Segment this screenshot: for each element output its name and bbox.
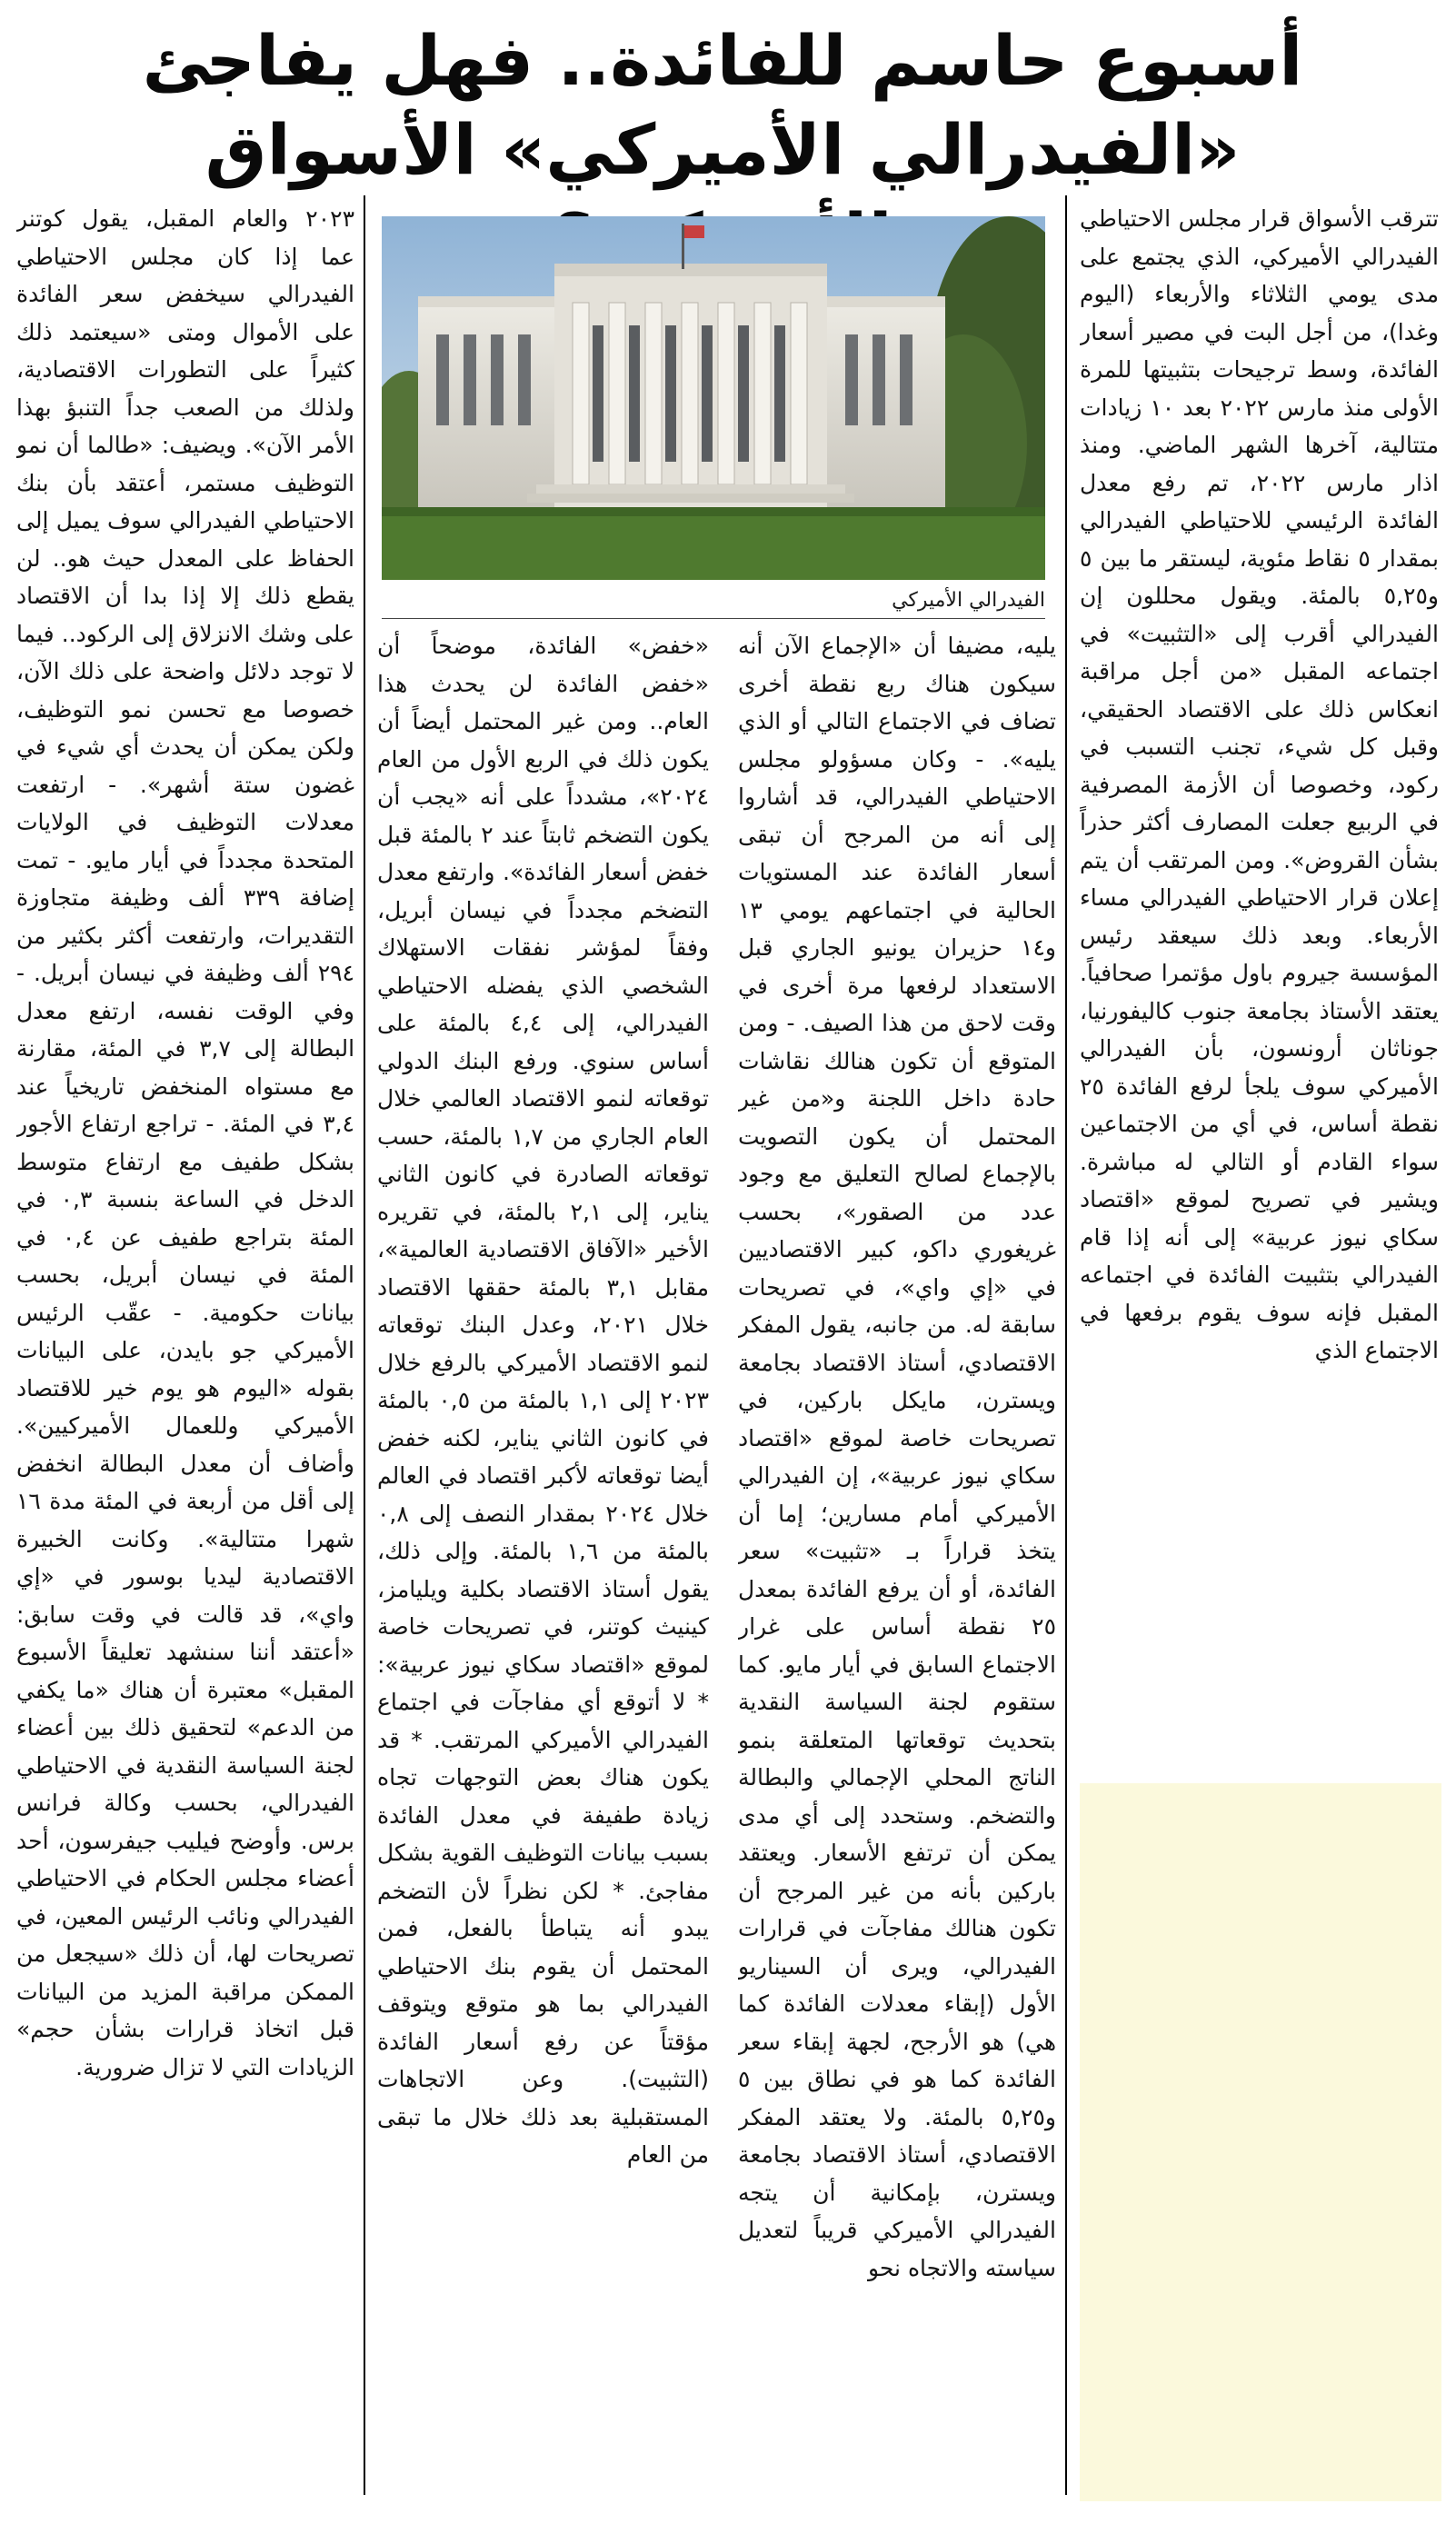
caption-divider — [382, 618, 1045, 619]
article-column-2-text: يليه، مضيفا أن «الإجماع الآن أنه سيكون هناك ربع نقطة أخرى تضاف في الاجتماع التالي أو الذي يليه». - وكان مسؤولو مجلس الاحتياطي الفيدرالي، قد أشاروا إلى أنه من المرجح أن تبقى أسعار الفائدة عند المستويات الحالية في اجتماعهم يومي ١٣ و١٤ حزيران يونيو الجاري قبل الاستعداد لرفعها مرة أخرى في وقت لاحق من هذا الصيف. - ومن المتوقع أن تكون هنالك نقاشات حادة داخل اللجنة و«من غير المحتمل أن يكون التصويت بالإجماع لصالح التعليق مع وجود عدد من الصقور»، بحسب غريغوري داكو، كبير الاقتصاديين في «إي واي»، في تصريحات سابقة له. من جانبه، يقول المفكر الاقتصادي، أستاذ الاقتصاد بجامعة ويسترن، مايكل باركين، في تصريحات خاصة لموقع «اقتصاد سكاي نيوز عربية»، إن الفيدرالي الأميركي أمام مسارين؛ إما أن يتخذ قراراً بـ «تثبيت» سعر الفائدة، أو أن يرفع الفائدة بمعدل ٢٥ نقطة أساس على غرار الاجتماع السابق في أيار مايو. كما ستقوم لجنة السياسة النقدية بتحديث توقعاتها المتعلقة بنمو الناتج المحلي الإجمالي والبطالة والتضخم. وستحدد إلى أي مدى يمكن أن ترتفع الأسعار. ويعتقد باركين بأنه من غير المرجح أن تكون هنالك مفاجآت في قرارات الفيدرالي، ويرى أن السيناريو الأول (إبقاء معدلات الفائدة كما هي) هو الأرجح، لجهة إبقاء سعر الفائدة كما هو في نطاق بين ٥ و٥,٢٥ بالمئة. ولا يعتقد المفكر الاقتصادي، أستاذ الاقتصاد بجامعة ويسترن، بإمكانية أن يتجه الفيدرالي الأميركي قريباً لتعديل سياسته والاتجاه نحو — [738, 633, 1056, 2281]
article-column-1 — [1080, 200, 1439, 1763]
highlight-box — [1080, 1783, 1441, 2501]
article-column-4 — [16, 200, 354, 2490]
headline-line-2: «الفيدرالي الأميركي» الأسواق — [204, 109, 1241, 190]
article-column-3-text: «خفض» الفائدة، موضحاً أن «خفض الفائدة لن يحدث هذا العام.. ومن غير المحتمل أيضاً أن يكون ذلك في الربع الأول من العام ٢٠٢٤»، مشدداً على أنه «يجب أن يكون التضخم ثابتاً عند ٢ بالمئة قبل خفض أسعار الفائدة». وارتفع معدل التضخم مجدداً في نيسان أبريل، وفقاً لمؤشر نفقات الاستهلاك الشخصي الذي يفضله الاحتياطي الفيدرالي، إلى ٤,٤ بالمئة على أساس سنوي. ورفع البنك الدولي توقعاته لنمو الاقتصاد العالمي خلال العام الجاري من ١,٧ بالمئة، حسب توقعاته الصادرة في كانون الثاني يناير، إلى ٢,١ بالمئة، في تقريره الأخير «الآفاق الاقتصادية العالمية»، مقابل ٣,١ بالمئة حققها الاقتصاد خلال ٢٠٢١، وعدل البنك توقعاته لنمو الاقتصاد الأميركي بالرفع خلال ٢٠٢٣ إلى ١,١ بالمئة من ٠,٥ بالمئة في كانون الثاني يناير، لكنه خفض أيضا توقعاته لأكبر اقتصاد في العالم خلال ٢٠٢٤ بمقدار النصف إلى ٠,٨ بالمئة من ١,٦ بالمئة. وإلى ذلك، يقول أستاذ الاقتصاد بكلية ويليامز، كينيث كوتنر، في تصريحات خاصة لموقع «اقتصاد سكاي نيوز عربية»: * لا أتوقع أي مفاجآت في اجتماع الفيدرالي الأميركي المرتقب. * قد يكون هناك بعض التوجهات تجاه زيادة طفيفة في معدل الفائدة بسبب بيانات التوظيف القوية بشكل مفاجئ. * لكن نظراً لأن التضخم يبدو أنه يتباطأ بالفعل، فمن المحتمل أن يقوم بنك الاحتياطي الفيدرالي بما هو متوقع ويتوقف مؤقتاً عن رفع أسعار الفائدة (التثبيت). وعن الاتجاهات المستقبلية بعد ذلك خلال ما تبقى من العام — [377, 633, 709, 2168]
article-column-4-text: ٢٠٢٣ والعام المقبل، يقول كوتنر عما إذا كان مجلس الاحتياطي الفيدرالي سيخفض سعر الفائدة على الأموال ومتى «سيعتمد ذلك كثيراً على التطورات الاقتصادية، ولذلك من الصعب جداً التنبؤ بهذا الأمر الآن». ويضيف: «طالما أن نمو التوظيف مستمر، أعتقد بأن بنك الاحتياطي الفيدرالي سوف يميل إلى الحفاظ على المعدل حيث هو.. لن يقطع ذلك إلا إذا بدا أن الاقتصاد على وشك الانزلاق إلى الركود.. فيما لا توجد دلائل واضحة على ذلك الآن، خصوصا مع تحسن نمو التوظيف، ولكن يمكن أن يحدث أي شيء في غضون ستة أشهر». - ارتفعت معدلات التوظيف في الولايات المتحدة مجدداً في أيار مايو. - تمت إضافة ٣٣٩ ألف وظيفة متجاوزة التقديرات، وارتفعت أكثر بكثير من ٢٩٤ ألف وظيفة في نيسان أبريل. - وفي الوقت نفسه، ارتفع معدل البطالة إلى ٣,٧ في المئة، مقارنة مع مستواه المنخفض تاريخياً عند ٣,٤ في المئة. - تراجع ارتفاع الأجور بشكل طفيف مع ارتفاع متوسط الدخل في الساعة بنسبة ٠,٣ في المئة بتراجع طفيف عن ٠,٤ في المئة في نيسان أبريل، بحسب بيانات حكومية. - عقّب الرئيس الأميركي جو بايدن، على البيانات بقوله «اليوم هو يوم خير للاقتصاد الأميركي وللعمال الأميركيين». وأضاف أن معدل البطالة انخفض إلى أقل من أربعة في المئة مدة ١٦ شهرا متتالية». وكانت الخبيرة الاقتصادية ليديا بوسور في «إي واي»، قد قالت في وقت سابق: «أعتقد أننا سنشهد تعليقاً الأسبوع المقبل» معتبرة أن هناك «ما يكفي من الدعم» لتحقيق ذلك بين أعضاء لجنة السياسة النقدية في الاحتياطي الفيدرالي، بحسب وكالة فرانس برس. وأوضح فيليب جيفرسون، أحد أعضاء مجلس الحكام في الاحتياطي الفيدرالي ونائب الرئيس المعين، في تصريحات لها، أن ذلك «سيجعل من الممكن مراقبة المزيد من البيانات قبل اتخاذ قرارات بشأن حجم» الزيادات التي لا تزال ضرورية. — [16, 205, 354, 2080]
article-column-2 — [738, 627, 1056, 2490]
column-divider-left — [364, 195, 365, 2495]
article-column-3 — [377, 627, 709, 2490]
headline-line-1: أسبوع حاسم للفائدة.. فهل يفاجئ — [142, 20, 1303, 101]
photo-caption: الفيدرالي الأميركي — [892, 589, 1045, 612]
column-divider-right — [1065, 195, 1067, 2495]
federal-reserve-photo — [382, 216, 1045, 580]
article-column-1-text: تترقب الأسواق قرار مجلس الاحتياطي الفيدرالي الأميركي، الذي يجتمع على مدى يومي الثلاثاء والأربعاء (اليوم وغدا)، من أجل البت في مصير أسعار الفائدة، وسط ترجيحات بتثبيتها للمرة الأولى منذ مارس ٢٠٢٢ بعد ١٠ زيادات متتالية، آخرها الشهر الماضي. ومنذ اذار مارس ٢٠٢٢، تم رفع معدل الفائدة الرئيسي للاحتياطي الفيدرالي بمقدار ٥ نقاط مئوية، ليستقر ما بين ٥ و٥,٢٥ بالمئة. ويقول محللون إن الفيدرالي أقرب إلى «التثبيت» في اجتماعه المقبل «من أجل مراقبة انعكاس ذلك على الاقتصاد الحقيقي، وقبل كل شيء، تجنب التسبب في ركود، وخصوصا أن الأزمة المصرفية في الربيع جعلت المصارف أكثر حذراً بشأن القروض». ومن المرتقب أن يتم إعلان قرار الاحتياطي الفيدرالي مساء الأربعاء. وبعد ذلك سيعقد رئيس المؤسسة جيروم باول مؤتمرا صحافياً. يعتقد الأستاذ بجامعة جنوب كاليفورنيا، جوناثان أرونسون، بأن الفيدرالي الأميركي سوف يلجأ لرفع الفائدة ٢٥ نقطة أساس، في أي من الاجتماعين سواء القادم أو التالي له مباشرة. ويشير في تصريح لموقع «اقتصاد سكاي نيوز عربية» إلى أنه إذا قام الفيدرالي بتثبيت الفائدة في اجتماعه المقبل فإنه سوف يقوم برفعها في الاجتماع الذي — [1080, 205, 1439, 1363]
